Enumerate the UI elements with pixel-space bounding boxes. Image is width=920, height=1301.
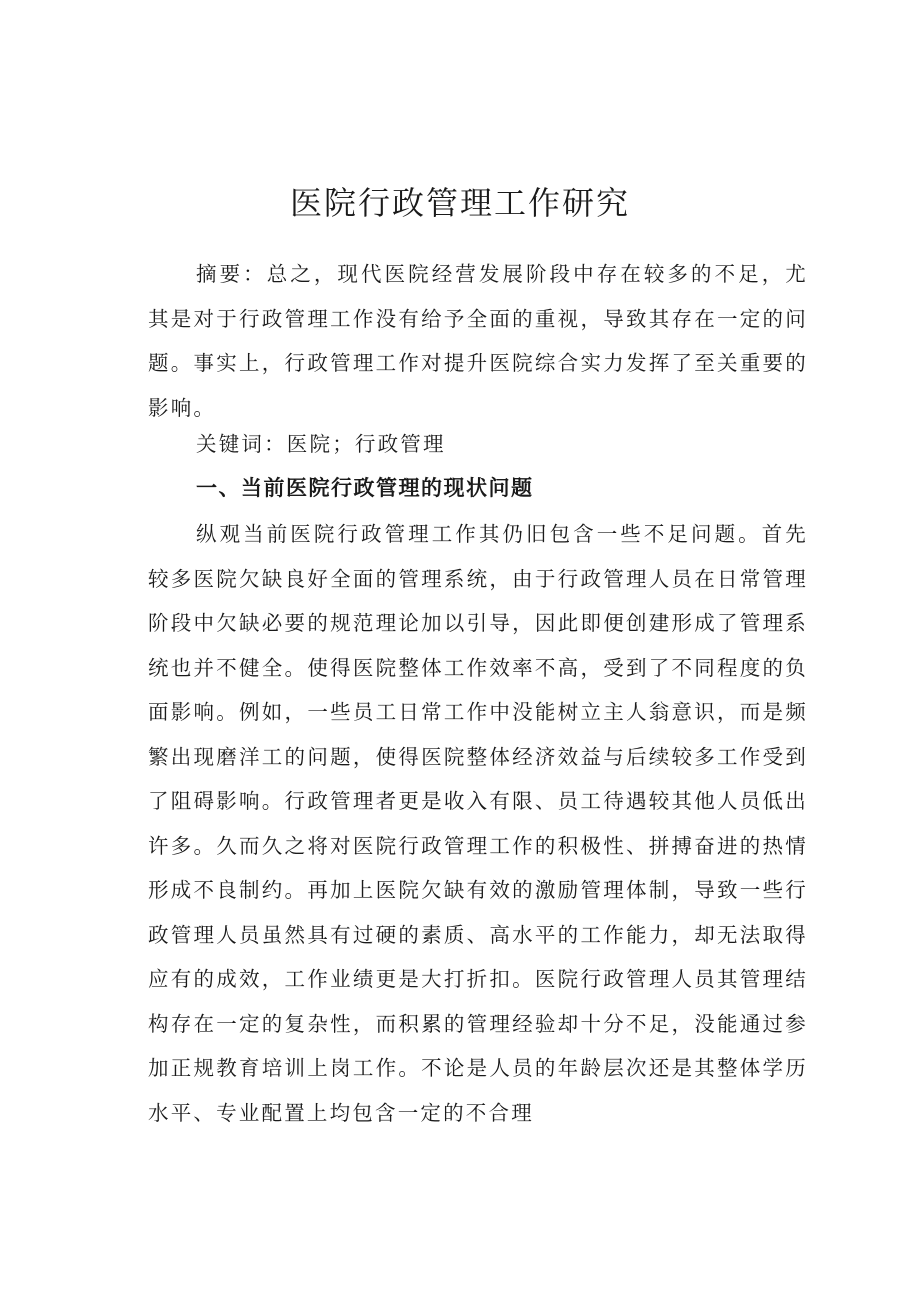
section-body — [148, 512, 808, 1135]
abstract-paragraph: 摘要：总之，现代医院经营发展阶段中存在较多的不足，尤其是对于行政管理工作没有给予全面的重视，导致其存在一定的问题。事实上，行政管理工作对提升医院综合实力发挥了至关重要的影响。 — [148, 262, 808, 420]
section-heading: 一、当前医院行政管理的现状问题 — [196, 476, 534, 500]
abstract-block — [148, 252, 808, 430]
section-paragraph: 纵观当前医院行政管理工作其仍旧包含一些不足问题。首先较多医院欠缺良好全面的管理系统，由于行政管理人员在日常管理阶段中欠缺必要的规范理论加以引导，因此即便创建形成了管理系统也并不健全。使得医院整体工作效率不高，受到了不同程度的负面影响。例如，一些员工日常工作中没能树立主人翁意识，而是频繁出现磨洋工的问题，使得医院整体经济效益与后续较多工作受到了阻碍影响。行政管理者更是收入有限、员工待遇较其他人员低出许多。久而久之将对医院行政管理工作的积极性、拼搏奋进的热情形成不良制约。再加上医院欠缺有效的激励管理体制，导致一些行政管理人员虽然具有过硬的素质、高水平的工作能力，却无法取得应有的成效，工作业绩更是大打折扣。医院行政管理人员其管理结构存在一定的复杂性，而积累的管理经验却十分不足，没能通过参加正规教育培训上岗工作。不论是人员的年龄层次还是其整体学历水平、专业配置上均包含一定的不合理 — [148, 522, 808, 1125]
keywords-line: 关键词：医院；行政管理 — [196, 432, 446, 456]
document-title: 医院行政管理工作研究 — [289, 184, 630, 223]
